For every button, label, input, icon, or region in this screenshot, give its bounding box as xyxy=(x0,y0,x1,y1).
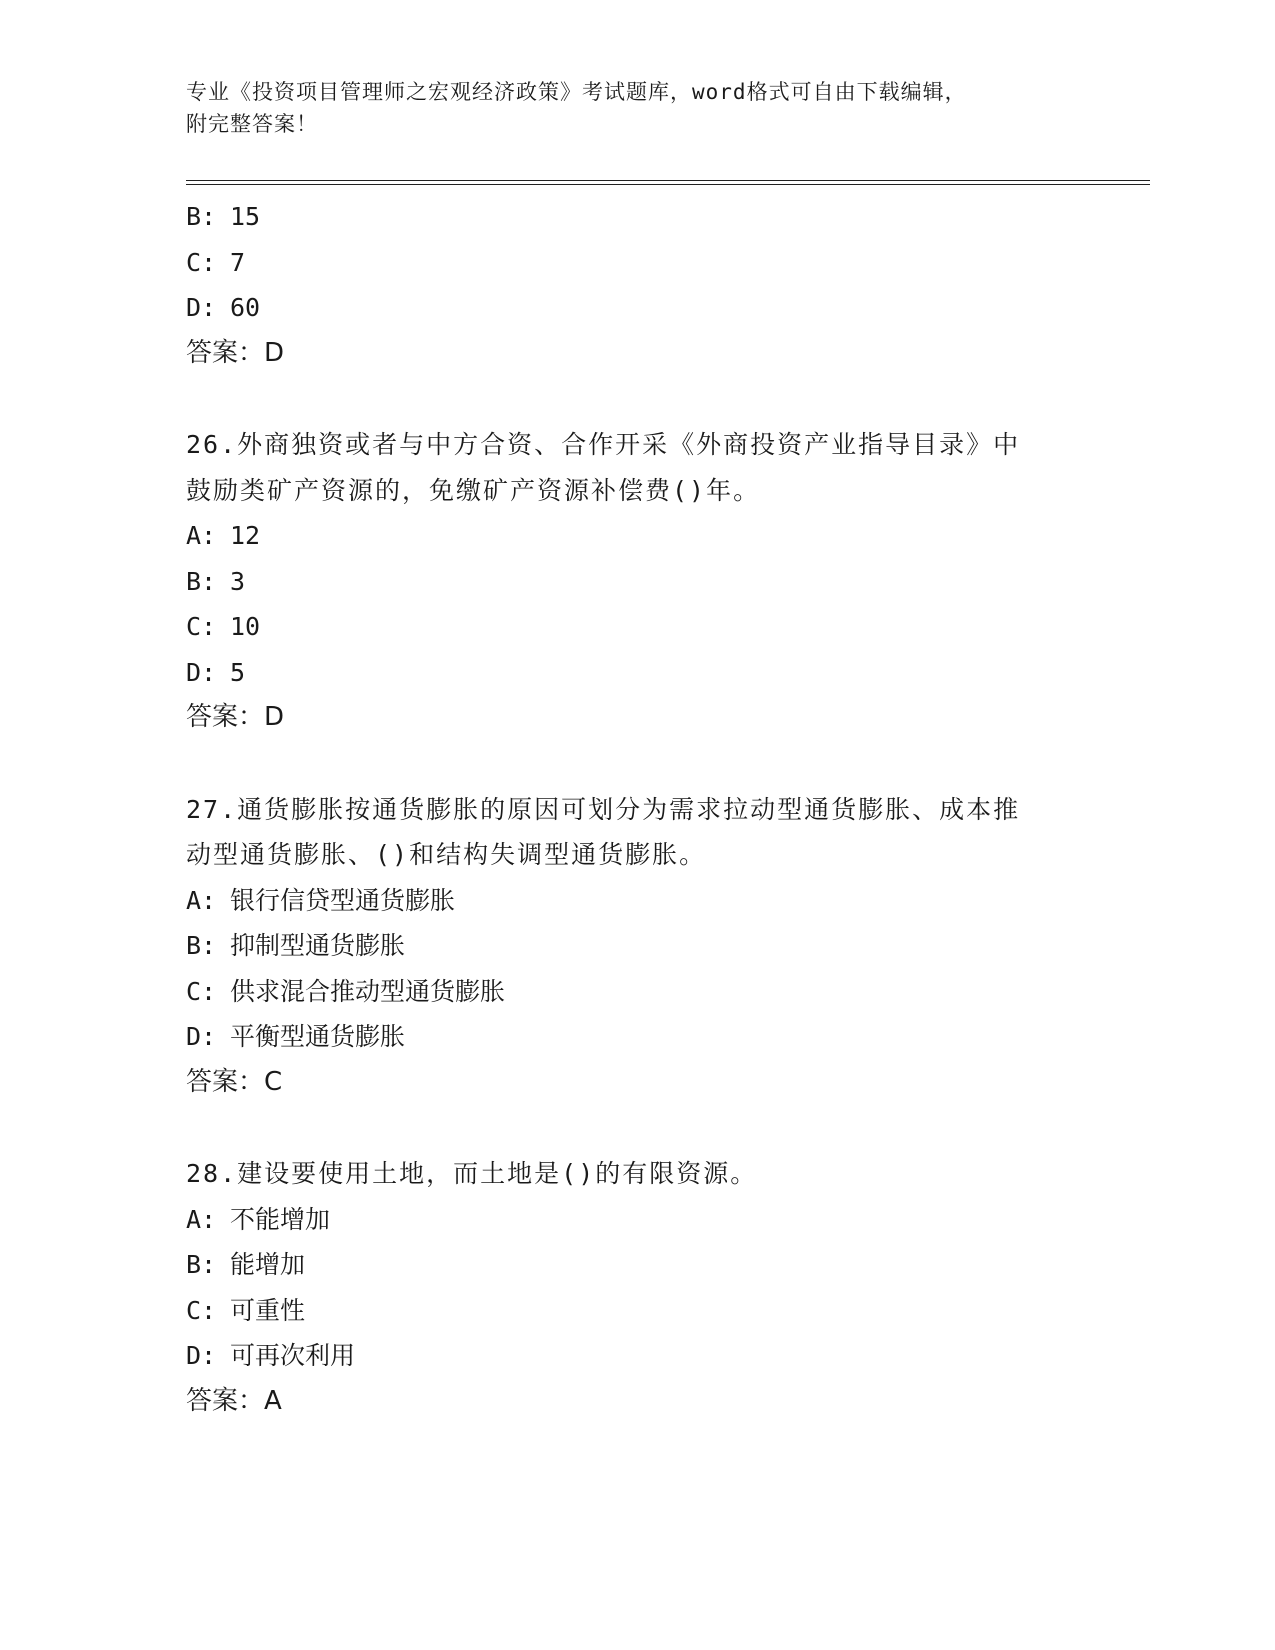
header-divider xyxy=(186,180,1150,185)
option-c: C: 7 xyxy=(186,247,246,277)
header-line-2: 附完整答案！ xyxy=(186,112,318,136)
option-b: B: 3 xyxy=(186,566,246,596)
previous-question-tail xyxy=(186,194,1126,376)
option-c: C: 可重性 xyxy=(186,1295,306,1325)
option-a: A: 12 xyxy=(186,521,261,550)
answer-line: 答案：C xyxy=(186,1066,283,1097)
option-d: D: 可再次利用 xyxy=(186,1341,356,1370)
option-c: C: 10 xyxy=(186,612,261,641)
question-stem-line-2: 动型通货膨胀、()和结构失调型通货膨胀。 xyxy=(186,840,707,869)
answer-line: 答案：D xyxy=(186,702,285,732)
document-header xyxy=(186,76,1086,140)
option-a: A: 不能增加 xyxy=(186,1204,331,1234)
option-c: C: 供求混合推动型通货膨胀 xyxy=(186,976,506,1006)
option-a: A: 银行信贷型通货膨胀 xyxy=(186,885,456,915)
option-d: D: 5 xyxy=(186,657,246,687)
option-b: B: 15 xyxy=(186,202,261,231)
question-stem-line-2: 鼓励类矿产资源的，免缴矿产资源补偿费()年。 xyxy=(186,475,761,505)
option-d: D: 平衡型通货膨胀 xyxy=(186,1022,406,1051)
question-stem-line-1: 26.外商独资或者与中方合资、合作开采《外商投资产业指导目录》中 xyxy=(186,430,1021,459)
question-28 xyxy=(186,1151,1126,1424)
question-27 xyxy=(186,787,1126,1106)
question-stem-line-1: 27.通货膨胀按通货膨胀的原因可划分为需求拉动型通货膨胀、成本推 xyxy=(186,794,1021,824)
question-list xyxy=(186,194,1126,1424)
answer-line: 答案：A xyxy=(186,1385,282,1416)
option-b: B: 能增加 xyxy=(186,1250,306,1279)
header-line-1: 专业《投资项目管理师之宏观经济政策》考试题库，word格式可自由下载编辑， xyxy=(186,80,967,104)
question-26 xyxy=(186,422,1126,741)
question-stem-line-1: 28.建设要使用土地，而土地是()的有限资源。 xyxy=(186,1159,758,1188)
option-b: B: 抑制型通货膨胀 xyxy=(186,931,406,960)
option-d: D: 60 xyxy=(186,293,261,322)
answer-line: 答案：D xyxy=(186,337,285,368)
